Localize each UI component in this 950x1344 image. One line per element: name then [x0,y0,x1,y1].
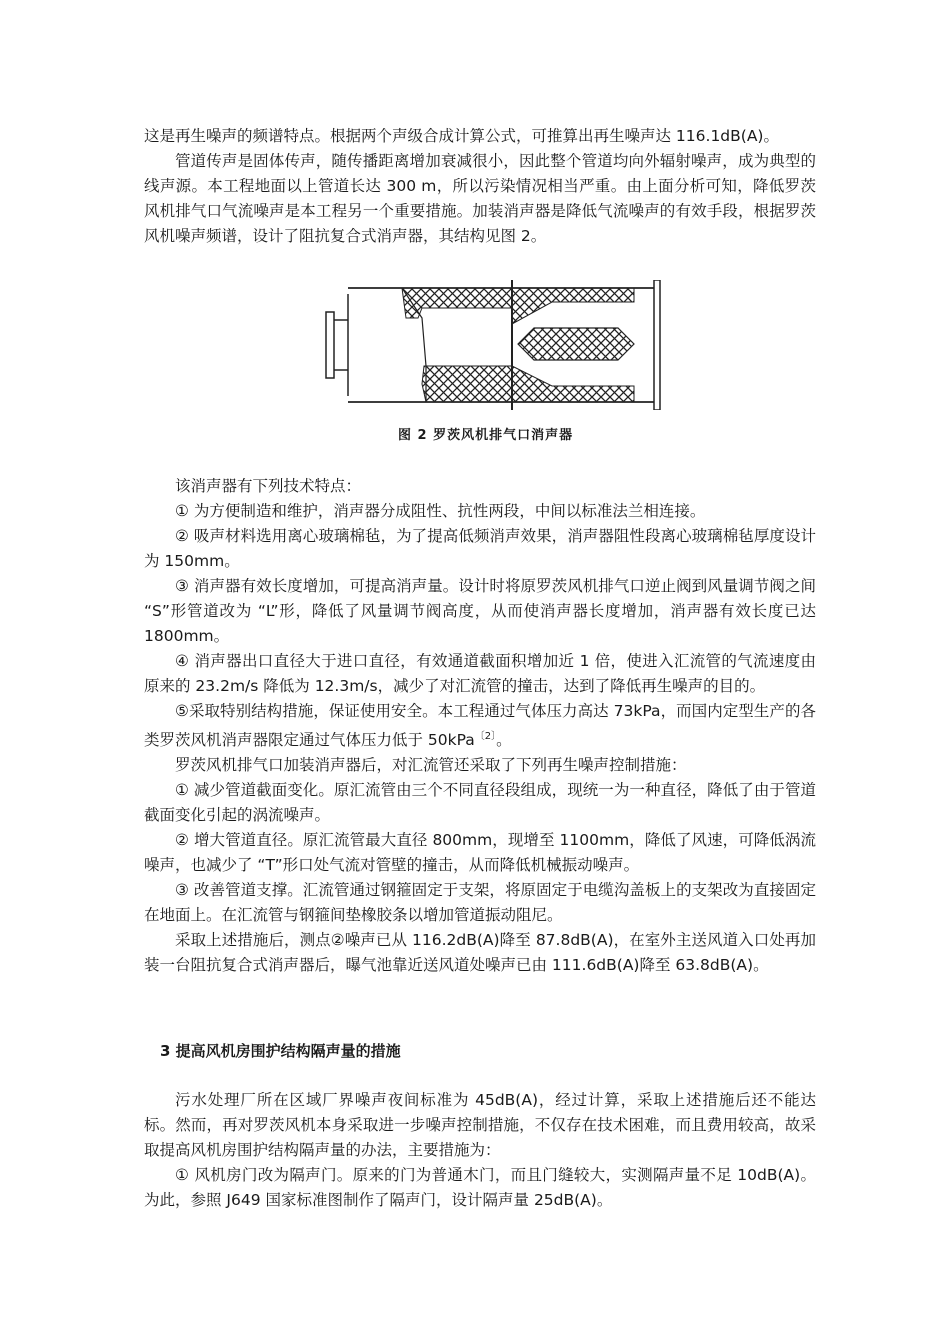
central-absorber-core [518,328,634,360]
paragraph: ① 减少管道截面变化。原汇流管由三个不同直径段组成，现统一为一种直径，降低了由于管道截面变化引起的涡流噪声。 [144,781,816,825]
reactive-lining-upper [512,288,634,324]
text-block-middle [144,474,816,978]
paragraph: ③ 改善管道支撑。汇流管通过钢箍固定于支架，将原固定于电缆沟盖板上的支架改为直接固定在地面上。在汇流管与钢箍间垫橡胶条以增加管道振动阻尼。 [144,881,816,925]
paragraph-text: ⑤采取特别结构措施，保证使用安全。本工程通过气体压力高达 73kPa，而国内定型生产的各类罗茨风机消声器限定通过气体压力低于 50kPa [144,702,816,750]
paragraph: 管道传声是固体传声，随传播距离增加衰减很小，因此整个管道均向外辐射噪声，成为典型的线声源。本工程地面以上管道长达 300 m，所以污染情况相当严重。由上面分析可知，降低罗茨风机排气口气流噪声是本工程另一个重要措施。加装消声器是降低气流噪声的有效手段，根据罗茨风机噪声频谱，设计了阻抗复合式消声器，其结构见图 2。 [144,152,816,245]
paragraph [144,699,816,753]
paragraph: 罗茨风机排气口加装消声器后，对汇流管还采取了下列再生噪声控制措施： [175,756,687,775]
section-heading: 3 提高风机房围护结构隔声量的措施 [160,1042,401,1060]
paragraph: 污水处理厂所在区域厂界噪声夜间标准为 45dB(A)，经过计算，采取上述措施后还不能达标。然而，再对罗茨风机本身采取进一步噪声控制措施，不仅存在技术困难，而且费用较高，故采取提高风机房围护结构隔声量的办法，主要措施为： [144,1091,816,1159]
paragraph: 采取上述措施后，测点②噪声已从 116.2dB(A)降至 87.8dB(A)，在室外主送风道入口处再加装一台阻抗复合式消声器后，曝气池靠近送风道处噪声已由 111.6dB(A)降至 63.8dB(A)。 [144,931,816,975]
text-block-bottom [144,1088,816,1213]
muffler-diagram [322,280,662,410]
reference-mark: 〔2〕 [474,731,497,742]
paragraph: ② 增大管道直径。原汇流管最大直径 800mm，现增至 1100mm，降低了风速，可降低涡流噪声，也减少了 “T”形口处气流对管壁的撞击，从而降低机械振动噪声。 [144,831,816,875]
reactive-lining-lower [512,366,634,402]
paragraph: ② 吸声材料选用离心玻璃棉毡，为了提高低频消声效果，消声器阻性段离心玻璃棉毡厚度设计为 150mm。 [144,527,816,570]
paragraph: ① 为方便制造和维护，消声器分成阻性、抗性两段，中间以标准法兰相连接。 [175,502,706,520]
outlet-flange [654,280,660,410]
text-block-top [144,124,816,249]
inlet-flange [326,312,334,378]
paragraph: 该消声器有下列技术特点： [175,477,362,495]
paragraph: ③ 消声器有效长度增加，可提高消声量。设计时将原罗茨风机排气口逆止阀到风量调节阀之间 “S”形管道改为 “L”形，降低了风量调节阀高度，从而使消声器长度增加，消声器有效长度已达 1800mm。 [144,577,816,645]
figure-caption: 图 2 罗茨风机排气口消声器 [398,428,574,443]
resistive-lining-lower [422,366,512,402]
paragraph: 这是再生噪声的频谱特点。根据两个声级合成计算公式，可推算出再生噪声达 116.1dB(A)。 [144,127,779,145]
paragraph-tail: 。 [496,731,512,750]
paragraph: ① 风机房门改为隔声门。原来的门为普通木门，而且门缝较大，实测隔声量不足 10dB(A)。为此，参照 J649 国家标准图制作了隔声门，设计隔声量 25dB(A)。 [144,1166,816,1209]
paragraph: ④ 消声器出口直径大于进口直径，有效通道截面积增加近 1 倍，使进入汇流管的气流速度由原来的 23.2m/s 降低为 12.3m/s，减少了对汇流管的撞击，达到了降低再生噪声的目的。 [144,652,816,695]
